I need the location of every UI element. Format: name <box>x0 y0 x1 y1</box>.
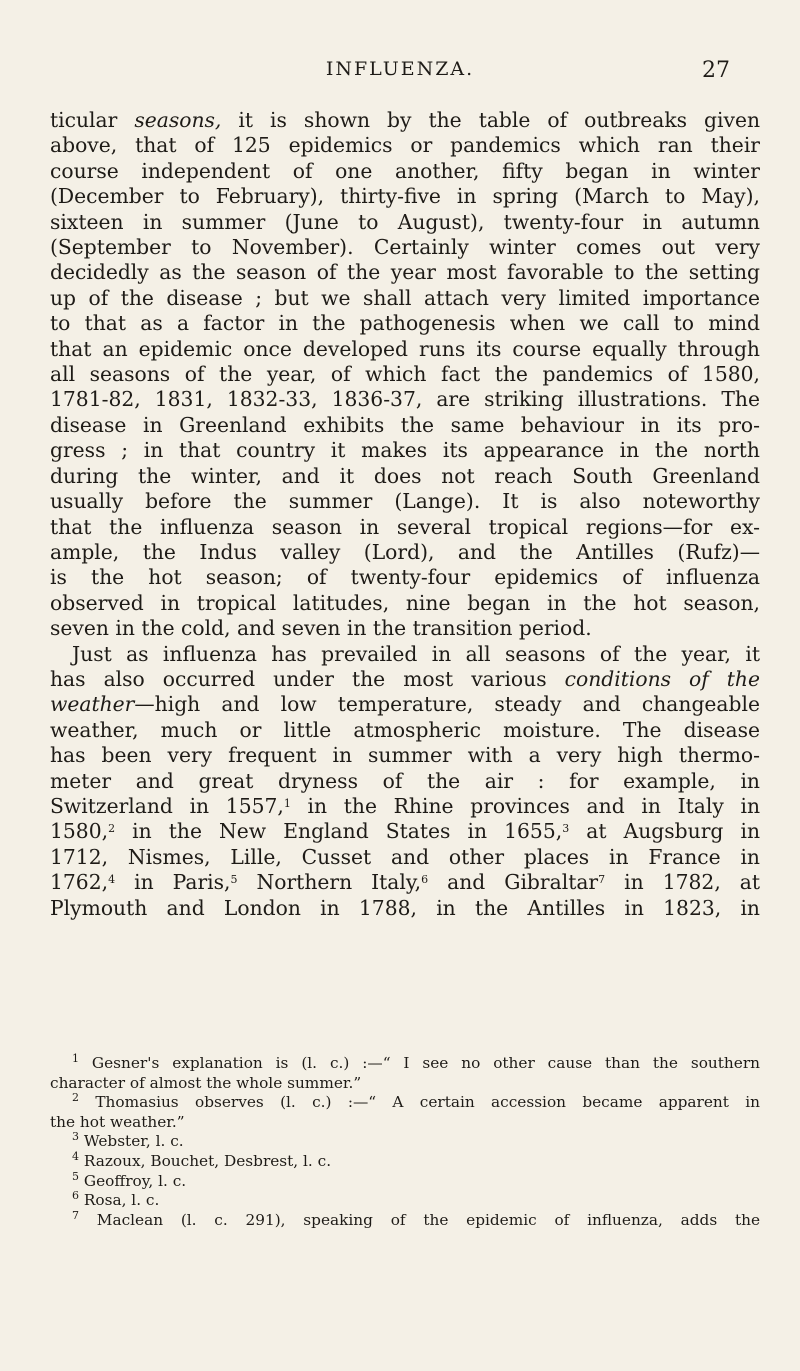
text-fragment: in 1782, at <box>624 870 761 895</box>
text-line: 1781-82, 1831, 1832-33, 1836-37, are striking illustrations. The <box>50 387 760 412</box>
footnote-text: Gesner's explanation is (l. c.) :—“ I see no other cause than the southern <box>91 1054 760 1072</box>
footnote-line <box>50 1132 760 1152</box>
footnote-number: 4 <box>72 1149 79 1163</box>
footnote-ref[interactable]: 4 <box>108 873 116 887</box>
text-line: all seasons of the year, of which fact the pandemics of 1580, <box>50 362 760 387</box>
text-line: observed in tropical latitudes, nine began in the hot season, <box>50 590 760 615</box>
footnote-line <box>50 1169 760 1192</box>
page-header <box>0 58 800 88</box>
footnote-line <box>50 1208 760 1231</box>
text-line <box>50 819 760 844</box>
footnote-number: 1 <box>72 1052 79 1065</box>
text-fragment: 1580, <box>50 819 109 844</box>
text-line: that the influenza season in several tropical regions—for ex- <box>50 514 760 539</box>
text-line: that an epidemic once developed runs its course equally through <box>50 336 760 361</box>
footnote-ref[interactable]: 6 <box>421 873 429 887</box>
footnote-text: Maclean (l. c. 291), speaking of the epidemic of influenza, adds the <box>96 1210 760 1229</box>
footnote-number: 2 <box>72 1091 79 1105</box>
footnote-line <box>50 1093 760 1113</box>
text-line: 1712, Nismes, Lille, Cusset and other places in France in <box>50 844 760 869</box>
text-line: decidedly as the season of the year most favorable to the setting <box>50 260 760 285</box>
text-line <box>50 870 760 895</box>
text-line: weather—high and low temperature, steady and changeable <box>50 692 760 717</box>
footnote-number: 5 <box>72 1169 79 1183</box>
text-line: Plymouth and London in 1788, in the Antilles in 1823, in <box>50 895 760 920</box>
body-text <box>50 108 760 921</box>
text-line: (September to November). Certainly winter comes out very <box>50 235 760 260</box>
text-line: disease in Greenland exhibits the same behaviour in its pro- <box>50 412 760 437</box>
paragraph-start-line: Just as influenza has prevailed in all seasons of the year, it <box>72 641 760 666</box>
italic-phrase: seasons, <box>134 108 222 132</box>
footnote-ref[interactable]: 7 <box>598 873 606 887</box>
footnote-number: 3 <box>72 1130 79 1144</box>
footnote-ref[interactable]: 2 <box>108 822 116 836</box>
italic-phrase: conditions of the <box>564 666 760 691</box>
text-line: usually before the summer (Lange). It is also noteworthy <box>50 489 760 514</box>
text-fragment: in Paris, <box>134 870 231 895</box>
text-fragment: Switzerland in 1557, <box>50 793 284 818</box>
text-line: meter and great dryness of the air : for example, in <box>50 768 760 793</box>
text-line: above, that of 125 epidemics or pandemics which ran their <box>50 133 760 158</box>
text-line <box>50 108 760 133</box>
text-line: to that as a factor in the pathogenesis when we call to mind <box>50 311 760 336</box>
text-fragment: 1762, <box>50 870 109 895</box>
text-line <box>50 794 760 819</box>
footnote-text: Webster, l. c. <box>83 1132 184 1151</box>
text-line: gress ; in that country it makes its appearance in the north <box>50 438 760 463</box>
footnote-ref[interactable]: 5 <box>230 873 238 887</box>
running-title: INFLUENZA. <box>325 58 475 80</box>
footnote-ref[interactable]: 1 <box>283 796 291 810</box>
text-line: has been very frequent in summer with a very high thermo- <box>50 743 760 768</box>
footnote-text: Thomasius observes (l. c.) :—“ A certain accession became apparent in <box>95 1093 760 1112</box>
footnote-line <box>50 1191 760 1211</box>
text-line: has also occurred under the most various conditions of the <box>50 666 760 691</box>
text-line: sixteen in summer (June to August), twenty-four in autumn <box>50 209 760 234</box>
text-fragment: in the New England States in 1655, <box>132 819 563 844</box>
text-line: course independent of one another, fifty began in winter <box>50 158 760 183</box>
footnote-text: Razoux, Bouchet, Desbrest, l. c. <box>83 1151 332 1170</box>
footnote-line <box>50 1054 760 1074</box>
text-line: during the winter, and it does not reach South Greenland <box>50 463 760 488</box>
footnote-text: Rosa, l. c. <box>83 1191 160 1210</box>
footnote-number: 6 <box>72 1189 79 1203</box>
text-line: seven in the cold, and seven in the transition period. <box>50 616 592 641</box>
text-fragment: ticular seasons, it is shown by the table of outbreaks given <box>50 108 761 132</box>
text-fragment: in the Rhine provinces and in Italy in <box>307 793 761 818</box>
text-fragment: and Gibraltar <box>447 870 599 895</box>
text-line: up of the disease ; but we shall attach very limited importance <box>50 285 760 310</box>
footnote-text: Geoffroy, l. c. <box>83 1171 187 1190</box>
text-fragment: Northern Italy, <box>256 870 422 895</box>
footnote-number: 7 <box>72 1208 79 1222</box>
text-line: (December to February), thirty-five in spring (March to May), <box>50 184 760 209</box>
page-number: 27 <box>702 58 730 83</box>
text-fragment: at Augsburg in <box>586 819 761 844</box>
italic-phrase: weather <box>50 692 135 717</box>
footnote-ref[interactable]: 3 <box>562 822 570 836</box>
footnote-line: the hot weather.” <box>50 1112 185 1131</box>
text-line: weather, much or little atmospheric moisture. The disease <box>50 717 760 742</box>
footnotes <box>50 1054 760 1230</box>
text-line: is the hot season; of twenty-four epidemics of influenza <box>50 565 760 590</box>
footnote-line: character of almost the whole summer.” <box>50 1073 362 1092</box>
text-line: ample, the Indus valley (Lord), and the Antilles (Rufz)— <box>50 539 760 564</box>
footnote-line <box>50 1149 760 1172</box>
